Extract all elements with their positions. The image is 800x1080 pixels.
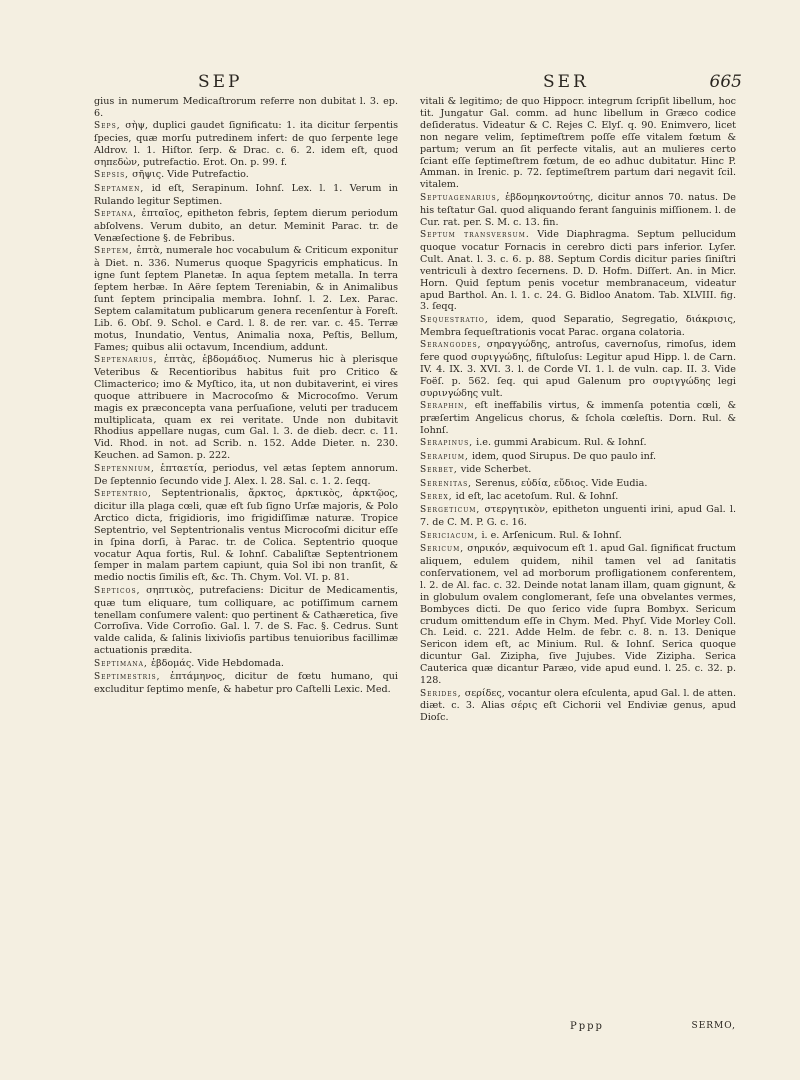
dictionary-entry (94, 671, 398, 696)
dictionary-entry (94, 354, 398, 462)
dictionary-entry (420, 451, 736, 464)
header-right-guide: SER (543, 72, 589, 92)
dictionary-entry (94, 120, 398, 169)
entry-headword: Seraphin, (420, 401, 469, 412)
entry-text: ἑπτὰς, ἑβδομάδιος. Numerus hic à plerisque Veteribus & Recentioribus habitus fuit pro Critico & Climacterico; imo & Myſtico, ita, ut non dubitaverint, ei vires quoque attribuere in Macrocoſmo & Microcoſmo. Verum magis ex præconcepta vana perſuaſione, veluti per traducem multiplicata, quam ex rei veritate. Unde non dubitavit Rhodius appellare nugas, cum Gal. l. 3. de dieb. decr. c. 11. Vid. Rhod. in not. ad Scrib. n. 152. Adde Dieter. n. 230. Keuchen. ad Samon. p. 222. (94, 354, 398, 462)
dictionary-entry (420, 339, 736, 400)
entry-headword: Serenitas, (420, 478, 473, 489)
dictionary-entry (94, 208, 398, 245)
entry-headword: Sequestratio, (420, 314, 489, 325)
dictionary-entry (420, 688, 736, 725)
entry-text: σῆψις. Vide Putrefactio. (132, 169, 249, 181)
page-footer (420, 1021, 736, 1035)
entry-headword: Septennium, (94, 463, 155, 474)
right-column (420, 96, 736, 725)
entry-headword: Septamen, (94, 183, 145, 194)
dictionary-entry (420, 543, 736, 687)
entry-text: Vide Diaphragma. Septum pellucidum quoque vocatur Fornacis in cerebro dicti pars inferior. Lyſer. Cult. Anat. l. 3. c. 6. p. 88. Septum Cordis dicitur paries ſiniſtri ventriculi à dextro ſecernens. D. D. Hofm. Diſſert. An. in Micr. Horn. Quid ſeptum penis vocetur membranaceum, videatur apud Barthol. An. l. 1. c. 24. G. Bidloo Anatom. Tab. XLVIII. fig. 3. ſeqq. (420, 228, 736, 313)
entry-text: vitali & legitimo; de quo Hippocr. integrum ſcripſit libellum, hoc tit. Jungatur Gal. comm. ad hunc libellum in Græco codice deſideratus. Videatur & C. Rejes C. Elyſ. q. 90. Enimvero, licet non negare velim, ſeptimeſtrem poſſe eſſe vitalem fœtum & partum; verum an ſit perfecte vitalis, aut an mulieres certo ſciant eſſe ſeptimeſtrem fœtum, de eo adhuc dubitatur. Hinc P. Amman. in Irenic. p. 72. ſeptimeſtrem partum dari negavit ſcil. vitalem. (420, 96, 736, 191)
entry-headword: Serides, (420, 688, 462, 699)
entry-text: Septentrionalis, ἄρκτος, ἀρκτικὸς, ἀρκτῷος, dicitur illa plaga cœli, quæ eſt ſub ſigno Urſæ majoris, & Polo Arctico dicta, frigidioris, imo frigidiſſimæ naturæ. Tropice Septentrio, vel Septentrionalis ventus Microcoſmi dicitur eſſe in ſpina dorſi, à Parac. tr. de Colica. Septentrio quoque vocatur Aqua fortis, Rul. & Iohnſ. Cabaliſtæ Septentrionem ſemper in malam partem capiunt, quia Sol ibi non tranſit, & medio noctis ſimilis eſt, &c. Th. Chym. Vol. VI. p. 81. (94, 488, 398, 584)
dictionary-entry (420, 491, 736, 504)
dictionary-entry (420, 400, 736, 437)
dictionary-entry (420, 478, 736, 491)
entry-headword: Septentrio, (94, 489, 152, 499)
entry-text: eſt ineffabilis virtus, & immenſa potentia cœli, & præſertim Angelicus chorus, & ſchola cœleſtis. Dorn. Rul. & Iohnſ. (420, 400, 736, 436)
dictionary-entry (94, 183, 398, 208)
dictionary-entry (420, 464, 736, 477)
entry-text: στεργητικὸν, epitheton unguenti irini, apud Gal. l. 7. de C. M. P. G. c. 16. (420, 504, 736, 529)
dictionary-entry (94, 245, 398, 353)
dictionary-entry (94, 169, 398, 182)
entry-text: σὴψ, duplici gaudet ſignificatu: 1. ita dicitur ſerpentis ſpecies, quæ morſu putredinem infert: de quo ſerpente lege Aldrov. l. 1. Hiſtor. ſerp. & Drac. c. 6. 2. idem eſt, quod σηπεδὼν, putrefactio. Erot. On. p. 99. f. (94, 120, 398, 169)
entry-text: ἑβδομηκοντούτης, dicitur annos 70. natus. De his teſtatur Gal. quod aliquando ferant ſanguinis miſſionem. l. de Cur. rat. per. S. M. c. 13. fin. (420, 191, 736, 228)
dictionary-entry (94, 96, 398, 120)
entry-text: ἑπταετία, periodus, vel ætas ſeptem annorum. De ſeptennio ſecundo vide J. Alex. l. 28. Sal. c. 1. 2. ſeqq. (94, 462, 398, 487)
running-header (0, 72, 800, 94)
entry-text: ἑπταῖος, epitheton febris, ſeptem dierum periodum abſolvens. Verum dubito, an detur. Meminit Parac. tr. de Venæſectione §. de Febribus. (94, 208, 398, 244)
entry-headword: Septem, (94, 246, 133, 257)
dictionary-entry (420, 229, 736, 313)
entry-headword: Seps, (94, 121, 121, 132)
entry-text: gius in numerum Medicaſtrorum referre non dubitat l. 3. ep. 6. (94, 96, 398, 119)
dictionary-entry (94, 488, 398, 584)
entry-text: ἑβδομάς. Vide Hebdomada. (150, 657, 284, 669)
page-number: 665 (709, 72, 742, 92)
entry-text: σερίδες, vocantur olera eſculenta, apud Gal. l. de atten. diæt. c. 3. Alias σέρις eſt Cichorii vel Endiviæ genus, apud Dioſc. (420, 687, 736, 724)
entry-text: idem, quod Separatio, Segregatio, διάκρισις, Membra ſequeſtrationis vocat Parac. organa colatoria. (420, 313, 736, 338)
entry-headword: Sepsis, (94, 170, 130, 181)
entry-headword: Septuagenarius, (420, 192, 501, 203)
entry-text: id eſt, lac acetoſum. Rul. & Iohnſ. (455, 491, 619, 502)
header-left-guide: SEP (198, 72, 243, 92)
dictionary-entry (420, 530, 736, 543)
entry-headword: Serangodes, (420, 340, 482, 351)
entry-text: idem, quod Sirupus. De quo paulo inf. (471, 450, 657, 462)
entry-headword: Septicos, (94, 585, 141, 596)
entry-headword: Sergeticum, (420, 505, 481, 516)
entry-headword: Septum transversum. (420, 229, 530, 240)
entry-text: σηραγγώδης, antroſus, cavernoſus, rimoſus, idem fere quod συριγγώδης, fiſtuloſus: Legitur apud Hipp. l. de Carn. IV. 4. IX. 3. XVI. 3. l. de Corde VI. 1. l. de vuln. cap. II. 3. Vide Foëſ. p. 562. ſeq. qui apud Galenum pro συριγγώδης legi συρινγώδης vult. (420, 339, 736, 399)
entry-text: ἑπτάμηνος, dicitur de fœtu humano, qui excluditur ſeptimo menſe, & habetur pro Caſtelli Lexic. Med. (94, 671, 398, 695)
dictionary-entry (420, 437, 736, 450)
entry-text: id eſt, Serapinum. Iohnſ. Lex. l. 1. Verum in Rulando legitur Septimen. (94, 182, 398, 207)
dictionary-entry (94, 658, 398, 671)
entry-headword: Serapinus, (420, 438, 474, 449)
catchword: SERMO, (691, 1021, 736, 1031)
dictionary-entry (94, 585, 398, 657)
left-column (94, 96, 398, 696)
entry-text: ἑπτὰ, numerale hoc vocabulum & Criticum exponitur à Diet. n. 336. Numerus quoque Spagyricis emphaticus. In igne ſunt ſeptem Planetæ. In aqua ſeptem metalla. In terra ſeptem herbæ. In Aëre ſeptem Tereniabin, & in Animalibus ſunt ſeptem principalia membra. Iohnſ. l. 2. Lex. Parac. Septem calamitatum publicarum genera recenſentur à Foreſt. Lib. 6. Obſ. 9. Schol. e Card. l. 8. de rer. var. c. 45. Terræ motus, Inundatio, Ventus, Animalia noxa, Peſtis, Bellum, Fames; quibus alii octavum, Incendium, addunt. (94, 245, 399, 353)
signature-mark: Pppp (570, 1021, 604, 1032)
entry-headword: Septimana, (94, 658, 148, 669)
entry-text: vide Scherbet. (460, 464, 532, 476)
dictionary-entry (94, 463, 398, 488)
entry-headword: Serbet, (420, 465, 458, 476)
dictionary-entry (420, 96, 736, 191)
entry-headword: Sericiacum, (420, 530, 479, 541)
entry-headword: Sericum, (420, 544, 465, 555)
entry-headword: Septana, (94, 209, 138, 220)
entry-headword: Serapium, (420, 451, 469, 462)
entry-text: Serenus, εὐδία, εὔδιος. Vide Eudia. (475, 477, 648, 489)
entry-text: i.e. gummi Arabicum. Rul. & Iohnſ. (476, 437, 647, 449)
dictionary-entry (420, 504, 736, 529)
dictionary-entry (420, 192, 736, 229)
entry-text: σηπτικὸς, putrefaciens: Dicitur de Medicamentis, quæ tum eliquare, tum colliquare, ac potiſſimum carnem tenellam conſumere valent: quo pertinent & Cathæretica, ſive Corroſiva. Vide Corroſio. Gal. l. 7. de S. Fac. §. Cedrus. Sunt valde calida, & ſalinis lixivioſis partibus tenuioribus facillimæ actuationis prædita. (94, 584, 398, 657)
dictionary-entry (420, 314, 736, 339)
entry-headword: Septimestris, (94, 672, 161, 683)
entry-headword: Serex, (420, 492, 453, 502)
entry-text: i. e. Arſenicum. Rul. & Iohnſ. (481, 529, 622, 541)
entry-headword: Septenarius, (94, 355, 158, 366)
entry-text: σηρικόν, æquivocum eſt 1. apud Gal. ſignificat fructum aliquem, edulem quidem, nihil tamen vel ad ſanitatis conſervationem, vel ad morborum profligationem conferentem, l. 2. de Al. fac. c. 32. Deinde notat lanam illam, quam gignunt, & in globulum ovalem conglomerant, ſeſe una obvelantes vermes, Bombyces dicti. De quo ſerico vide ſupra Bombyx. Sericum crudum omittendum eſſe in Chym. Med. Phyſ. Vide Morley Coll. Ch. Leid. c. 221. Adde Helm. de febr. c. 8. n. 13. Denique Sericon idem eſt, ac Minium. Rul. & Iohnſ. Serica quoque dicuntur Gal. Ziziphа, ſive Jujubes. Vide Zizipha. Serica Cauterica quæ dicantur Paræo, vide apud eund. l. 25. c. 32. p. 128. (420, 543, 736, 687)
